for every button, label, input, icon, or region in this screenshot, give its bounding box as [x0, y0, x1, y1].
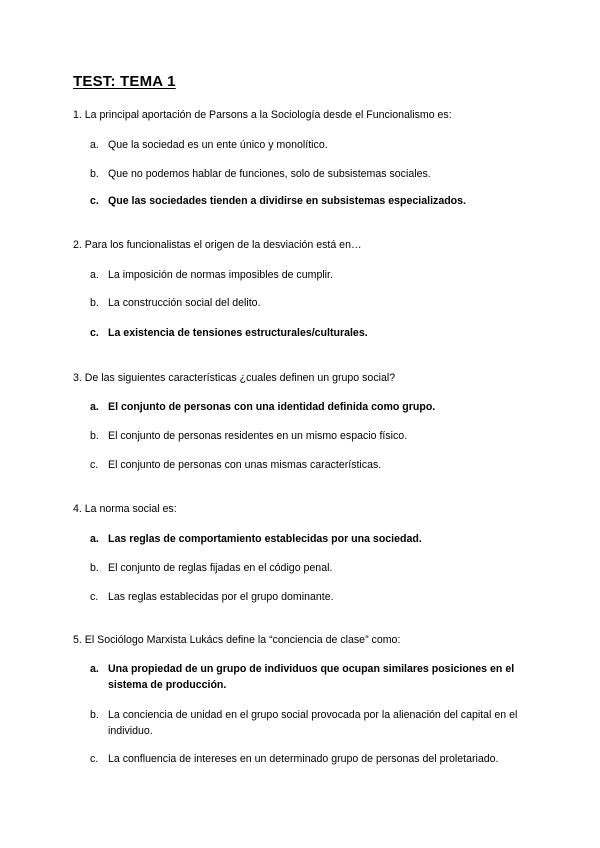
option-text: Que no podemos hablar de funciones, solo de subsistemas sociales.: [108, 168, 431, 180]
option-text: La imposición de normas imposibles de cumplir.: [108, 269, 333, 281]
question-5-option-c: [90, 751, 530, 767]
option-text: La existencia de tensiones estructurales/culturales.: [108, 327, 368, 339]
option-letter: a.: [90, 139, 99, 151]
option-letter: c.: [90, 753, 99, 765]
option-text: Las reglas de comportamiento establecidas por una sociedad.: [108, 533, 422, 545]
question-4: 4. La norma social es:: [73, 503, 177, 515]
question-4-option-a: [90, 531, 530, 547]
option-letter: a.: [90, 401, 99, 413]
option-text: Que las sociedades tienden a dividirse en subsistemas especializados.: [108, 195, 466, 207]
question-2-option-a: [90, 267, 530, 283]
option-text: Las reglas establecidas por el grupo dominante.: [108, 591, 334, 603]
option-text: La confluencia de intereses en un determinado grupo de personas del proletariado.: [108, 753, 499, 765]
question-3-option-c: [90, 457, 530, 473]
question-3: 3. De las siguientes características ¿cuales definen un grupo social?: [73, 372, 396, 384]
question-3-option-a: [90, 399, 530, 415]
option-text: La construcción social del delito.: [108, 297, 261, 309]
option-letter: a.: [90, 533, 99, 545]
question-2: 2. Para los funcionalistas el origen de la desviación está en…: [73, 239, 362, 251]
option-letter: b.: [90, 297, 99, 309]
option-letter: b.: [90, 430, 99, 442]
question-2-option-b: [90, 295, 530, 311]
option-letter: b.: [90, 562, 99, 574]
option-text: Una propiedad de un grupo de individuos que ocupan similares posiciones en el sistema de producción.: [108, 663, 515, 691]
option-letter: a.: [90, 663, 99, 675]
question-2-option-c: [90, 325, 530, 341]
option-text: El conjunto de personas residentes en un mismo espacio físico.: [108, 430, 408, 442]
question-4-option-c: [90, 589, 530, 605]
question-1: 1. La principal aportación de Parsons a la Sociología desde el Funcionalismo es:: [73, 109, 452, 121]
option-letter: c.: [90, 195, 99, 207]
option-letter: c.: [90, 327, 99, 339]
option-letter: a.: [90, 269, 99, 281]
question-1-option-a: [90, 137, 530, 153]
question-3-option-b: [90, 428, 530, 444]
question-1-option-c: [90, 193, 530, 209]
option-text: El conjunto de personas con unas mismas características.: [108, 459, 382, 471]
question-5-option-a: [90, 661, 530, 693]
page-title: TEST: TEMA 1: [73, 73, 176, 90]
option-letter: c.: [90, 591, 99, 603]
question-5: 5. El Sociólogo Marxista Lukács define la “conciencia de clase” como:: [73, 634, 401, 646]
option-letter: c.: [90, 459, 99, 471]
option-letter: b.: [90, 168, 99, 180]
question-5-option-b: [90, 707, 530, 739]
option-letter: b.: [90, 709, 99, 721]
option-text: La conciencia de unidad en el grupo social provocada por la alienación del capital en el individuo.: [108, 709, 518, 737]
option-text: Que la sociedad es un ente único y monolítico.: [108, 139, 328, 151]
option-text: El conjunto de reglas fijadas en el código penal.: [108, 562, 333, 574]
question-4-option-b: [90, 560, 530, 576]
option-text: El conjunto de personas con una identidad definida como grupo.: [108, 401, 436, 413]
question-1-option-b: [90, 166, 530, 182]
